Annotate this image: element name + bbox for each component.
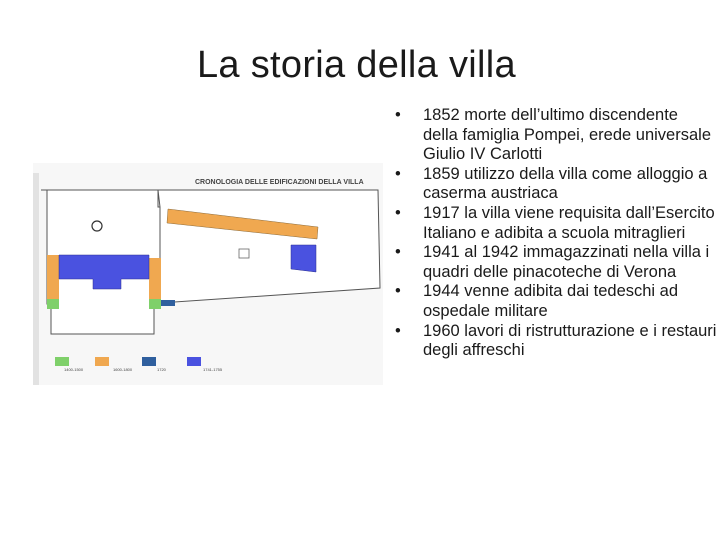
orange-wing-right xyxy=(149,258,161,301)
bullet-text: 1941 al 1942 immagazzinati nella villa i quadri delle pinacoteche di Verona xyxy=(423,243,710,281)
bullet-item xyxy=(395,165,717,204)
legend-label-3: 1720 xyxy=(157,367,166,372)
green-block-right xyxy=(149,299,161,309)
legend-label-1: 1400-1500 xyxy=(64,367,84,372)
legend-swatch-4 xyxy=(187,357,201,366)
bullet-dot-icon: • xyxy=(395,106,401,124)
bullet-item xyxy=(395,243,717,282)
bullet-dot-icon: • xyxy=(395,243,401,262)
legend-label-4: 1741-1755 xyxy=(203,367,223,372)
bullet-item xyxy=(395,106,717,165)
bullet-item xyxy=(395,204,717,243)
orange-wing-left xyxy=(47,255,59,301)
history-bullet-list xyxy=(395,106,717,361)
bullet-dot-icon: • xyxy=(395,282,401,301)
plan-left-edge xyxy=(33,173,39,385)
bullet-item xyxy=(395,282,717,321)
bullet-dot-icon: • xyxy=(395,203,401,222)
villa-plan-drawing xyxy=(33,163,383,385)
legend-swatch-2 xyxy=(95,357,109,366)
legend-swatch-3 xyxy=(142,357,156,366)
bullet-text: 1960 lavori di ristrutturazione e i restauri degli affreschi xyxy=(423,321,717,360)
bullet-item xyxy=(395,322,717,361)
plan-outline-right xyxy=(158,190,380,303)
legend-swatch-1 xyxy=(55,357,69,366)
green-block-left xyxy=(47,299,59,309)
bullet-text: 1859 utilizzo della villa come alloggio a caserma austriaca xyxy=(423,164,708,203)
slide-title: La storia della villa xyxy=(197,44,516,86)
legend-label-2: 1600-1800 xyxy=(113,367,133,372)
bullet-dot-icon: • xyxy=(395,321,401,340)
bullet-text: 1852 morte dell’ultimo discendente della famiglia Pompei, erede universale Giulio IV Carlotti xyxy=(423,106,711,164)
villa-plan-image xyxy=(33,163,383,385)
bullet-dot-icon: • xyxy=(395,164,401,183)
plan-heading: CRONOLOGIA DELLE EDIFICAZIONI DELLA VILLA xyxy=(195,179,364,186)
blue-small-block xyxy=(291,245,316,272)
bullet-text: 1944 venne adibita dai tedeschi ad ospedale militare xyxy=(423,282,679,320)
navy-block xyxy=(161,300,175,306)
bullet-text: 1917 la villa viene requisita dall’Esercito Italiano e adibita a scuola mitraglieri xyxy=(423,203,715,242)
